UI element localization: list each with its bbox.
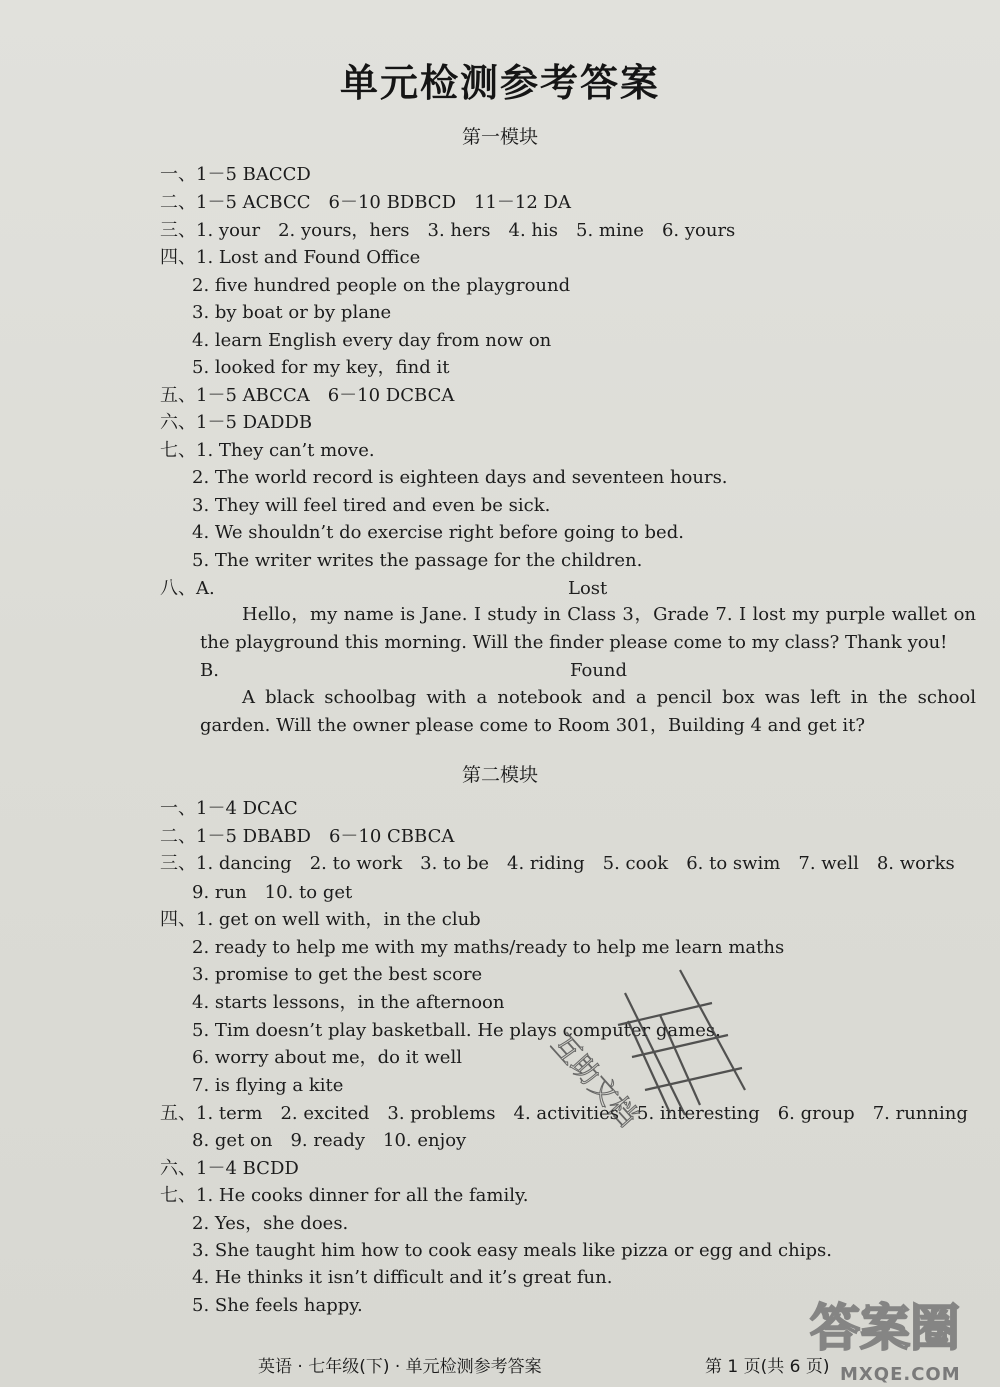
stamp-text: 互助文档 [544, 1027, 645, 1133]
m2-answer-7-2: 2. Yes，she does. [192, 1213, 349, 1234]
m1-answer-4-1: 四、1. Lost and Found Office [160, 247, 421, 268]
m1-answer-2: 二、1－5 ACBCC 6－10 BDBCD 11－12 DA [160, 192, 571, 213]
watermark-logo [800, 1290, 990, 1360]
watermark-url: MXQE.COM [840, 1364, 961, 1385]
m1-answer-8b-label: B. [200, 660, 219, 681]
m1-answer-8b-text: A black schoolbag with a notebook and a pencil box was left in the school garden. Will the owner please come to Room 301，Building 4 and get it? [200, 687, 976, 736]
m2-answer-7-3: 3. She taught him how to cook easy meals like pizza or egg and chips. [192, 1240, 832, 1261]
m1-answer-3: 三、1. your 2. yours，hers 3. hers 4. his 5. mine 6. yours [160, 220, 736, 241]
m2-answer-4-1: 四、1. get on well with，in the club [160, 909, 481, 930]
m1-answer-8a-text: Hello，my name is Jane. I study in Class 3，Grade 7. I lost my purple wallet on the playground this morning. Will the finder please come to my class? Thank you! [200, 604, 976, 653]
m1-answer-1: 一、1－5 BACCD [160, 164, 311, 185]
m1-answer-4-3: 3. by boat or by plane [192, 302, 392, 323]
m1-answer-7-2: 2. The world record is eighteen days and seventeen hours. [192, 467, 728, 488]
m1-answer-4-5: 5. looked for my key，find it [192, 357, 450, 378]
m2-answer-4-7: 7. is flying a kite [192, 1075, 344, 1096]
m1-answer-6: 六、1－5 DADDB [160, 412, 313, 433]
module2-heading: 第二模块 [461, 764, 538, 786]
m2-answer-1: 一、1－4 DCAC [160, 798, 298, 819]
module1-heading: 第一模块 [461, 126, 538, 148]
m2-answer-4-4: 4. starts lessons，in the afternoon [192, 992, 505, 1013]
footer-page-number: 第 1 页(共 6 页) [705, 1357, 830, 1377]
m2-answer-4-2: 2. ready to help me with my maths/ready to help me learn maths [192, 937, 785, 958]
m2-answer-7-5: 5. She feels happy. [192, 1295, 363, 1316]
m2-answer-3a: 三、1. dancing 2. to work 3. to be 4. riding 5. cook 6. to swim 7. well 8. works [160, 853, 955, 874]
page-title: 单元检测参考答案 [339, 61, 660, 105]
m2-answer-5b: 8. get on 9. ready 10. enjoy [192, 1130, 467, 1151]
m1-answer-4-4: 4. learn English every day from now on [192, 330, 552, 351]
m2-answer-4-5: 5. Tim doesn’t play basketball. He plays computer games. [192, 1020, 721, 1041]
footer-left: 英语 · 七年级(下) · 单元检测参考答案 [258, 1357, 542, 1377]
m1-answer-7-1: 七、1. They can’t move. [160, 440, 375, 461]
stamp-mark [520, 965, 760, 1155]
m1-answer-5: 五、1－5 ABCCA 6－10 DCBCA [160, 385, 455, 406]
m2-answer-4-6: 6. worry about me，do it well [192, 1047, 462, 1068]
m2-answer-4-3: 3. promise to get the best score [192, 964, 483, 985]
m1-answer-4-2: 2. five hundred people on the playground [192, 275, 571, 296]
m2-answer-7-4: 4. He thinks it isn’t difficult and it’s great fun. [192, 1267, 613, 1288]
m1-answer-7-5: 5. The writer writes the passage for the children. [192, 550, 643, 571]
m2-answer-2: 二、1－5 DBABD 6－10 CBBCA [160, 826, 455, 847]
m1-answer-7-3: 3. They will feel tired and even be sick. [192, 495, 551, 516]
m1-answer-7-4: 4. We shouldn’t do exercise right before going to bed. [192, 522, 684, 543]
m1-answer-8b-title: Found [570, 660, 628, 681]
m2-answer-3b: 9. run 10. to get [192, 882, 353, 903]
m1-answer-8a-label: 八、A. [160, 578, 215, 599]
m2-answer-7-1: 七、1. He cooks dinner for all the family. [160, 1185, 529, 1206]
watermark-logo-text: 答案圈 [810, 1299, 960, 1357]
m2-answer-5a: 五、1. term 2. excited 3. problems 4. activities 5. interesting 6. group 7. running [160, 1103, 968, 1124]
m1-answer-8a-title: Lost [568, 578, 608, 599]
m2-answer-6: 六、1－4 BCDD [160, 1158, 299, 1179]
